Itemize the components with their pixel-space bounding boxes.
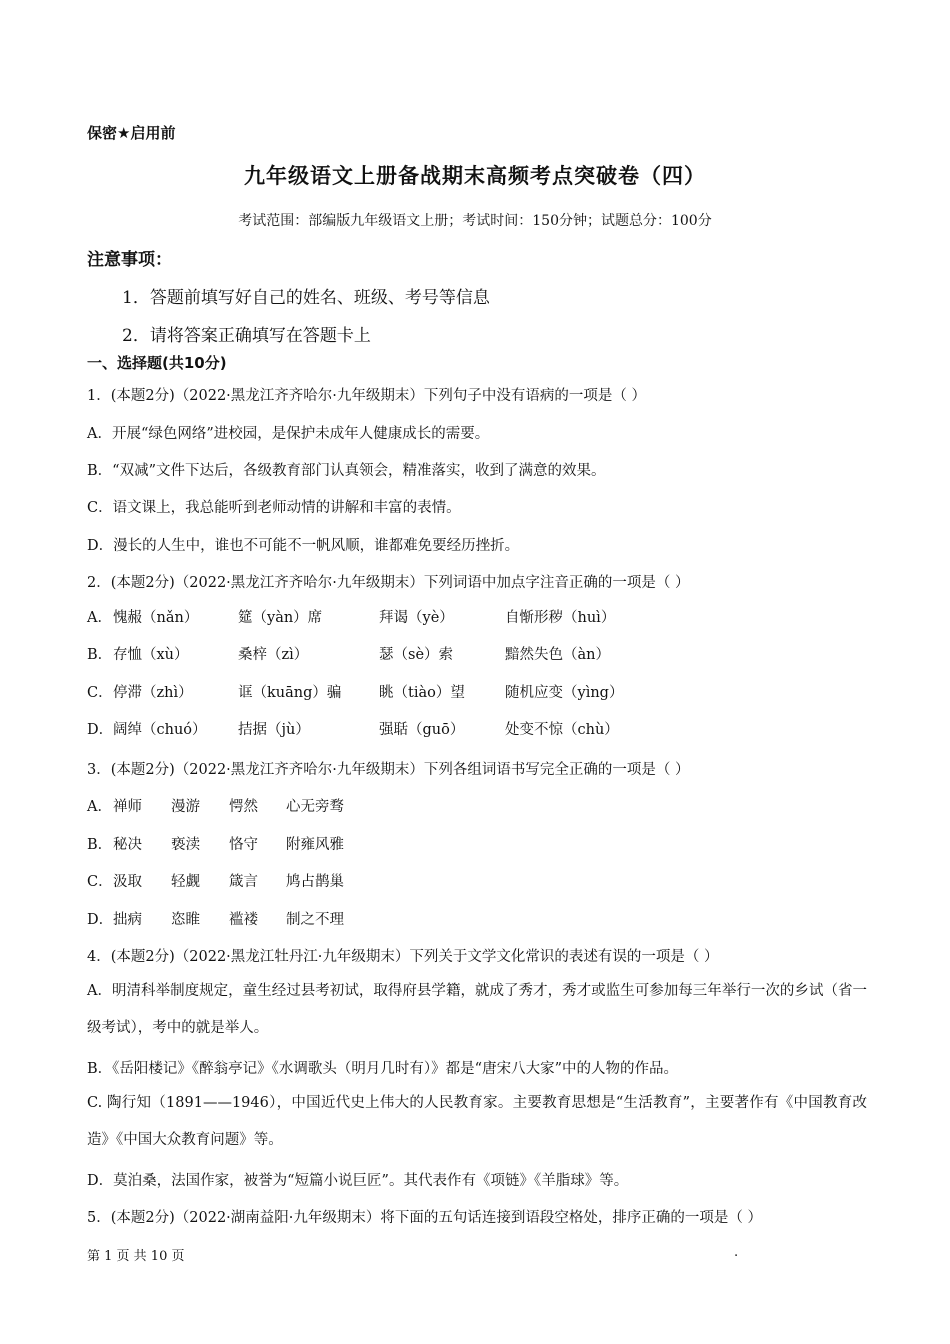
option-word: 恣睢: [171, 912, 200, 928]
option-word: 心无旁骛: [286, 799, 344, 815]
option-word: 筵（yàn）席: [238, 610, 323, 626]
question-1-option-c: C．语文课上，我总能听到老师动情的讲解和丰富的表情。: [87, 500, 461, 516]
option-word: 停滞（zhì）: [113, 685, 193, 701]
notice-item: 2．请将答案正确填写在答题卡上: [122, 326, 371, 346]
option-word: 附雍风雅: [286, 837, 344, 853]
option-word: 禅师: [113, 799, 142, 815]
option-word: 鸠占鹊巢: [286, 874, 344, 890]
section-heading: 一、选择题(共10分): [87, 354, 227, 372]
question-1-option-a: A．开展“绿色网络”进校园，是保护未成年人健康成长的需要。: [87, 426, 490, 442]
option-label: C．: [87, 874, 113, 890]
option-word: 恪守: [229, 837, 258, 853]
option-word: 强聒（guō）: [379, 722, 465, 738]
question-3-option-row: [87, 870, 344, 891]
page-title: 九年级语文上册备战期末高频考点突破卷（四）: [244, 164, 706, 188]
option-word: 拜谒（yè）: [379, 610, 454, 626]
confidential-label: 保密★启用前: [87, 124, 176, 142]
question-1-stem: 1．(本题2分)（2022·黑龙江齐齐哈尔·九年级期末）下列句子中没有语病的一项是（ ）: [87, 388, 646, 404]
option-word: 瑟（sè）索: [379, 647, 454, 663]
question-4-option-c: C. 陶行知（1891——1946），中国近代史上伟大的人民教育家。主要教育思想是“生活教育”，主要著作有《中国教育改造》《中国大众教育问题》等。: [87, 1095, 867, 1148]
footer-dot: .: [734, 1245, 739, 1260]
exam-info: 考试范围：部编版九年级语文上册；考试时间：150分钟；试题总分：100分: [238, 213, 712, 229]
question-1-option-b: B．“双减”文件下达后，各级教育部门认真领会，精准落实，收到了满意的效果。: [87, 463, 606, 479]
question-2-option-row: [87, 718, 619, 739]
question-1-option-d: D．漫长的人生中，谁也不可能不一帆风顺，谁都难免要经历挫折。: [87, 538, 520, 554]
question-2-option-row: [87, 606, 615, 627]
option-word: 随机应变（yìng）: [505, 685, 624, 701]
option-label: B．: [87, 647, 113, 663]
option-word: 褴褛: [229, 912, 258, 928]
option-word: 制之不理: [286, 912, 344, 928]
question-3-option-row: [87, 908, 344, 929]
option-word: 汲取: [113, 874, 142, 890]
option-label: C．: [87, 685, 113, 701]
option-word: 轻觑: [171, 874, 200, 890]
question-2-option-row: [87, 643, 610, 664]
option-word: 桑梓（zì）: [238, 647, 309, 663]
option-word: 拙病: [113, 912, 142, 928]
option-label: A．: [87, 610, 112, 626]
question-4-option-a: A．明清科举制度规定，童生经过县考初试，取得府县学籍，就成了秀才，秀才或监生可参加每三年举行一次的乡试（省一级考试），考中的就是举人。: [87, 983, 867, 1036]
question-3-option-row: [87, 833, 344, 854]
option-word: 阔绰（chuó）: [113, 722, 207, 738]
notice-heading: 注意事项：: [87, 250, 172, 270]
option-word: 亵渎: [171, 837, 200, 853]
question-3-stem: 3．(本题2分)（2022·黑龙江齐齐哈尔·九年级期末）下列各组词语书写完全正确的一项是（ ）: [87, 762, 690, 778]
page-number: 第 1 页 共 10 页: [87, 1249, 185, 1264]
notice-item: 1．答题前填写好自己的姓名、班级、考号等信息: [122, 288, 490, 308]
option-label: D．: [87, 912, 114, 928]
option-label: B．: [87, 837, 113, 853]
option-word: 诓（kuāng）骗: [238, 685, 342, 701]
question-4-stem: 4．(本题2分)（2022·黑龙江牡丹江·九年级期末）下列关于文学文化常识的表述有误的一项是（ ）: [87, 949, 719, 965]
option-word: 存恤（xù）: [113, 647, 189, 663]
question-4-option-d: D．莫泊桑，法国作家，被誉为“短篇小说巨匠”。其代表作有《项链》《羊脂球》等。: [87, 1173, 629, 1189]
question-2-stem: 2．(本题2分)（2022·黑龙江齐齐哈尔·九年级期末）下列词语中加点字注音正确的一项是（ ）: [87, 575, 690, 591]
option-label: A．: [87, 799, 112, 815]
option-label: D．: [87, 722, 114, 738]
option-word: 黯然失色（àn）: [505, 647, 610, 663]
question-4-option-b: B．《岳阳楼记》《醉翁亭记》《水调歌头（明月几时有）》都是“唐宋八大家”中的人物的作品。: [87, 1061, 678, 1077]
question-3-option-row: [87, 795, 344, 816]
option-word: 拮据（jù）: [238, 722, 310, 738]
option-word: 自惭形秽（huì）: [505, 610, 616, 626]
option-word: 眺（tiào）望: [379, 685, 465, 701]
option-word: 处变不惊（chù）: [505, 722, 619, 738]
option-word: 箴言: [229, 874, 258, 890]
question-2-option-row: [87, 681, 623, 702]
question-5-stem: 5．(本题2分)（2022·湖南益阳·九年级期末）将下面的五句话连接到语段空格处，排序正确的一项是（ ）: [87, 1210, 762, 1226]
option-word: 愧赧（nǎn）: [113, 610, 199, 626]
option-word: 愕然: [229, 799, 258, 815]
option-word: 漫游: [171, 799, 200, 815]
option-word: 秘决: [113, 837, 142, 853]
